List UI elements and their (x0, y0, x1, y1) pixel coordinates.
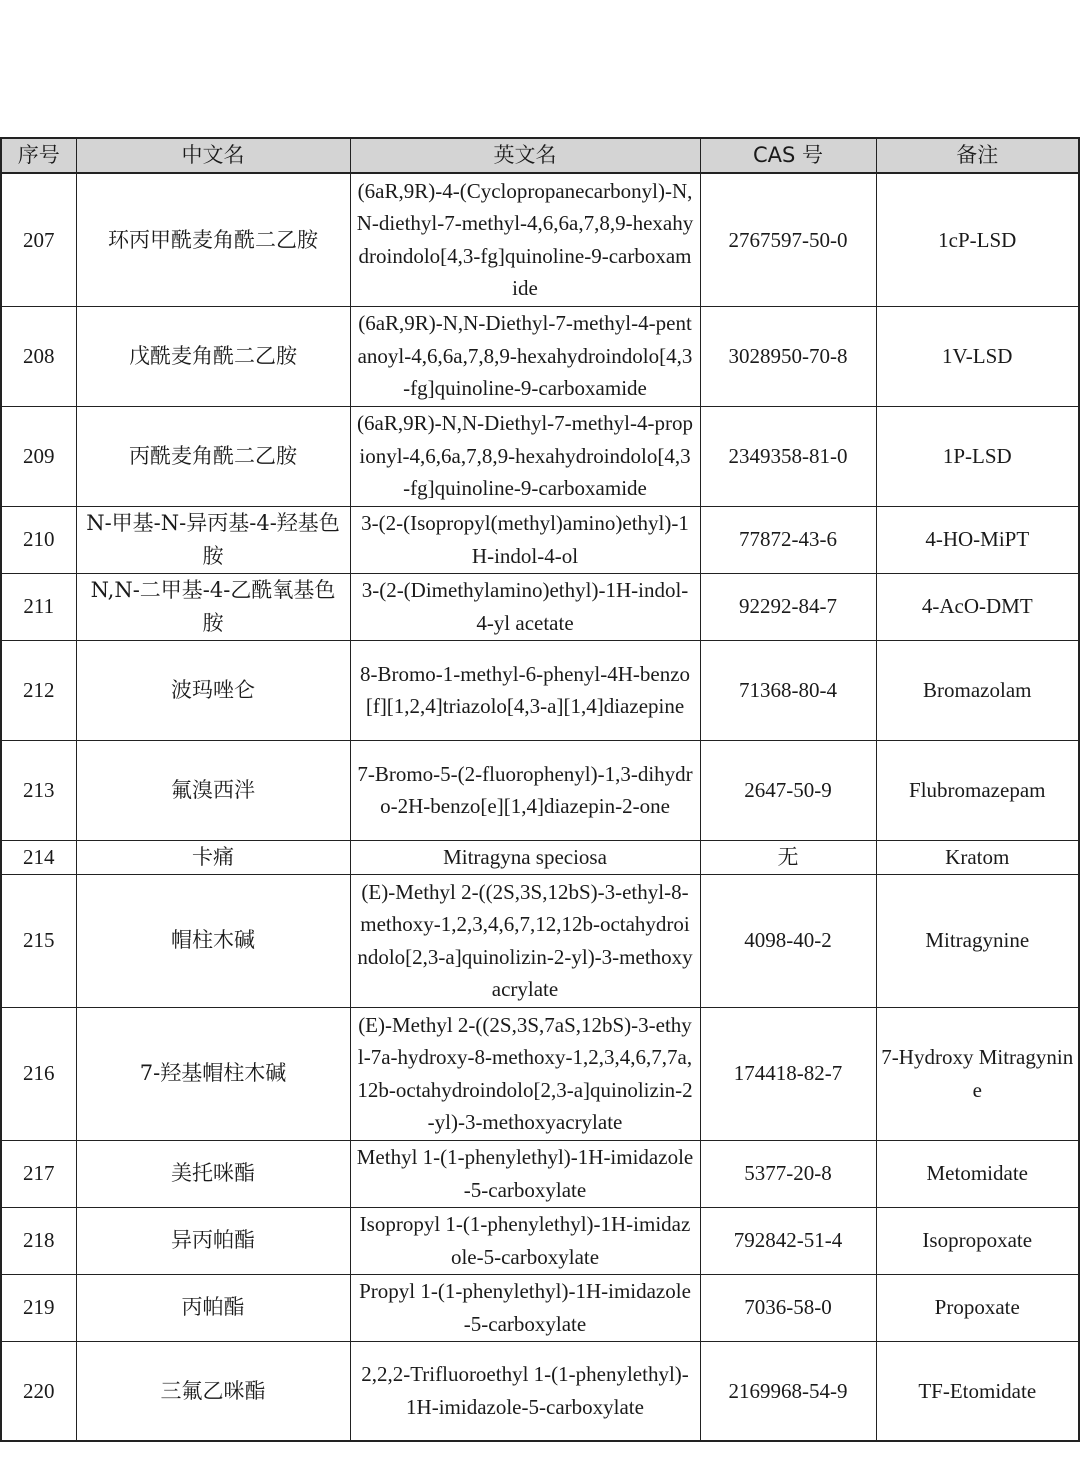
cell-cn-name: 异丙帕酯 (76, 1207, 350, 1274)
substance-table (0, 137, 1080, 1442)
cell-cn-name: 丙帕酯 (76, 1274, 350, 1341)
cell-en-name: 8-Bromo-1-methyl-6-phenyl-4H-benzo[f][1,2,4]triazolo[4,3-a][1,4]diazepine (350, 640, 700, 740)
cell-note: Bromazolam (876, 640, 1079, 740)
cell-cn-name: 波玛唑仑 (76, 640, 350, 740)
cell-cn-name: N,N-二甲基-4-乙酰氧基色胺 (76, 573, 350, 640)
cell-index: 217 (1, 1140, 76, 1207)
cell-note: TF-Etomidate (876, 1341, 1079, 1441)
cell-cas: 174418-82-7 (700, 1007, 876, 1140)
cell-en-name: 3-(2-(Dimethylamino)ethyl)-1H-indol-4-yl acetate (350, 573, 700, 640)
cell-cas: 2647-50-9 (700, 740, 876, 840)
cell-en-name: 2,2,2-Trifluoroethyl 1-(1-phenylethyl)-1H-imidazole-5-carboxylate (350, 1341, 700, 1441)
cell-note: 4-HO-MiPT (876, 506, 1079, 573)
cell-note: Kratom (876, 840, 1079, 874)
cell-en-name: Mitragyna speciosa (350, 840, 700, 874)
cell-en-name: Isopropyl 1-(1-phenylethyl)-1H-imidazole-5-carboxylate (350, 1207, 700, 1274)
cell-note: Isopropoxate (876, 1207, 1079, 1274)
cell-note: 4-AcO-DMT (876, 573, 1079, 640)
cell-index: 216 (1, 1007, 76, 1140)
cell-cas: 2169968-54-9 (700, 1341, 876, 1441)
cell-en-name: 7-Bromo-5-(2-fluorophenyl)-1,3-dihydro-2H-benzo[e][1,4]diazepin-2-one (350, 740, 700, 840)
cell-note: 1P-LSD (876, 406, 1079, 506)
header-en-name: 英文名 (350, 138, 700, 173)
cell-index: 210 (1, 506, 76, 573)
cell-cn-name: 帽柱木碱 (76, 874, 350, 1007)
cell-en-name: Propyl 1-(1-phenylethyl)-1H-imidazole-5-carboxylate (350, 1274, 700, 1341)
cell-index: 213 (1, 740, 76, 840)
cell-index: 218 (1, 1207, 76, 1274)
cell-en-name: (6aR,9R)-N,N-Diethyl-7-methyl-4-pentanoyl-4,6,6a,7,8,9-hexahydroindolo[4,3-fg]quinoline-9-carboxamide (350, 306, 700, 406)
cell-cn-name: 卡痛 (76, 840, 350, 874)
cell-cas: 2349358-81-0 (700, 406, 876, 506)
table-row (1, 573, 1079, 640)
cell-index: 214 (1, 840, 76, 874)
cell-index: 211 (1, 573, 76, 640)
header-index: 序号 (1, 138, 76, 173)
cell-note: 7-Hydroxy Mitragynine (876, 1007, 1079, 1140)
cell-cas: 无 (700, 840, 876, 874)
cell-cas: 2767597-50-0 (700, 173, 876, 306)
table-row (1, 306, 1079, 406)
cell-note: 1V-LSD (876, 306, 1079, 406)
cell-note: Flubromazepam (876, 740, 1079, 840)
cell-cn-name: 氟溴西泮 (76, 740, 350, 840)
table-row (1, 1341, 1079, 1441)
table-row (1, 640, 1079, 740)
cell-en-name: (E)-Methyl 2-((2S,3S,12bS)-3-ethyl-8-methoxy-1,2,3,4,6,7,12,12b-octahydroindolo[2,3-a]quinolizin-2-yl)-3-methoxyacrylate (350, 874, 700, 1007)
cell-note: 1cP-LSD (876, 173, 1079, 306)
cell-cas: 7036-58-0 (700, 1274, 876, 1341)
substance-table-container (0, 137, 1078, 1442)
table-row (1, 840, 1079, 874)
cell-en-name: Methyl 1-(1-phenylethyl)-1H-imidazole-5-carboxylate (350, 1140, 700, 1207)
cell-cas: 71368-80-4 (700, 640, 876, 740)
cell-cn-name: 戊酰麦角酰二乙胺 (76, 306, 350, 406)
cell-en-name: (E)-Methyl 2-((2S,3S,7aS,12bS)-3-ethyl-7a-hydroxy-8-methoxy-1,2,3,4,6,7,7a,12b-octahydroindolo[2,3-a]quinolizin-2-yl)-3-methoxyacrylate (350, 1007, 700, 1140)
table-row (1, 173, 1079, 306)
table-row (1, 506, 1079, 573)
cell-cas: 77872-43-6 (700, 506, 876, 573)
cell-cas: 92292-84-7 (700, 573, 876, 640)
cell-en-name: 3-(2-(Isopropyl(methyl)amino)ethyl)-1H-indol-4-ol (350, 506, 700, 573)
table-row (1, 1140, 1079, 1207)
cell-index: 220 (1, 1341, 76, 1441)
cell-index: 207 (1, 173, 76, 306)
table-row (1, 1207, 1079, 1274)
cell-index: 219 (1, 1274, 76, 1341)
table-row (1, 406, 1079, 506)
cell-cas: 5377-20-8 (700, 1140, 876, 1207)
header-note: 备注 (876, 138, 1079, 173)
cell-en-name: (6aR,9R)-4-(Cyclopropanecarbonyl)-N,N-diethyl-7-methyl-4,6,6a,7,8,9-hexahydroindolo[4,3-fg]quinoline-9-carboxamide (350, 173, 700, 306)
cell-cn-name: 7-羟基帽柱木碱 (76, 1007, 350, 1140)
cell-cn-name: N-甲基-N-异丙基-4-羟基色胺 (76, 506, 350, 573)
table-row (1, 874, 1079, 1007)
cell-note: Mitragynine (876, 874, 1079, 1007)
cell-index: 208 (1, 306, 76, 406)
cell-index: 212 (1, 640, 76, 740)
cell-cn-name: 三氟乙咪酯 (76, 1341, 350, 1441)
table-header-row (1, 138, 1079, 173)
cell-cas: 4098-40-2 (700, 874, 876, 1007)
header-cn-name: 中文名 (76, 138, 350, 173)
cell-note: Propoxate (876, 1274, 1079, 1341)
cell-en-name: (6aR,9R)-N,N-Diethyl-7-methyl-4-propionyl-4,6,6a,7,8,9-hexahydroindolo[4,3-fg]quinoline-9-carboxamide (350, 406, 700, 506)
cell-cas: 792842-51-4 (700, 1207, 876, 1274)
cell-cn-name: 丙酰麦角酰二乙胺 (76, 406, 350, 506)
cell-cn-name: 美托咪酯 (76, 1140, 350, 1207)
cell-cas: 3028950-70-8 (700, 306, 876, 406)
table-row (1, 740, 1079, 840)
cell-note: Metomidate (876, 1140, 1079, 1207)
cell-index: 215 (1, 874, 76, 1007)
header-cas: CAS 号 (700, 138, 876, 173)
cell-index: 209 (1, 406, 76, 506)
table-row (1, 1007, 1079, 1140)
table-row (1, 1274, 1079, 1341)
cell-cn-name: 环丙甲酰麦角酰二乙胺 (76, 173, 350, 306)
